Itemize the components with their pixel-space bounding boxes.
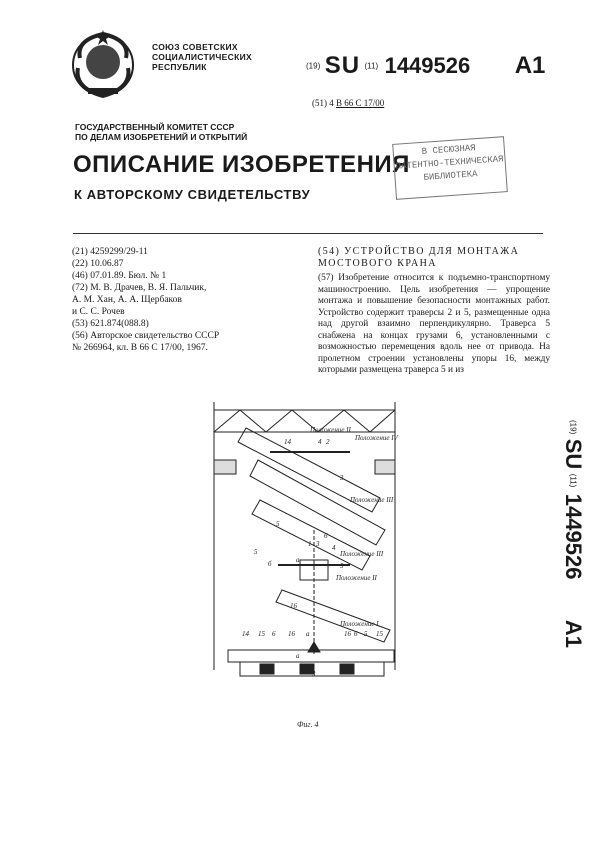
committee-block [75,122,247,142]
ref-number: а [296,556,300,564]
position-label: Положение I [340,620,379,628]
invention-title: (54) УСТРОЙСТВО ДЛЯ МОНТАЖА МОСТОВОГО КРАНА [318,246,520,269]
ref-number: 14 [284,438,291,446]
ussr-emblem-icon [66,28,140,102]
figure-caption: Фиг. 4 [297,720,319,729]
ref-number: 2 [326,438,330,446]
stop-block [260,664,274,674]
biblio-line: (46) 07.01.89. Бюл. № 1 [72,271,167,281]
technical-drawing [200,380,560,730]
side-country-code: SU [561,438,586,470]
number-code-label: (11) [364,61,379,71]
ref-number: 16 [344,630,351,638]
ref-number: 3 [312,670,316,678]
org-line: СОЮЗ СОВЕТСКИХ [152,42,238,52]
publication-number [306,52,545,80]
org-line: СОЦИАЛИСТИЧЕСКИХ [152,52,252,62]
side-number-code-label: (11) [568,473,578,488]
ref-number: 4 [332,544,336,552]
ref-number: 6 [324,532,328,540]
position-label: Положение II [310,426,351,434]
biblio-line: (72) М. В. Драчев, В. Я. Пальчик, [72,283,207,293]
library-stamp [392,136,508,200]
side-kind-code: A1 [561,619,586,649]
biblio-line: № 266964, кл. В 66 С 17/00, 1967. [72,343,208,353]
side-country-code-label: (19) [568,420,578,435]
stamp-line: В СЕСЮЗНАЯ [421,143,477,157]
ref-number: 16 [290,602,297,610]
ref-number: 1 [308,540,312,548]
ref-number: 16 [288,630,295,638]
ref-number: 5 [254,548,258,556]
document-title: ОПИСАНИЕ ИЗОБРЕТЕНИЯ [73,151,410,178]
side-patent-number: 1449526 [561,493,586,580]
right-runway-beam [375,460,395,474]
ref-number: 3 [316,540,320,548]
abstract-text: (57) Изобретение относится к подъемно-транспортному машиностроению. Цель изобретения — упрощение монтажа и повышение безопасности монтажных работ. Устройство содержит траверсы 2 и 5, размещенные одна над другой взаимно перпендикулярно. Траверса 5 снабжена на концах грузами 6, установленными с возможностью перемещения вдоль нее от привода. На пролетном строении установлены упоры 16, между которыми размещена траверса 5 и из [318,273,550,375]
biblio-line: (56) Авторское свидетельство СССР [72,331,220,341]
country-code-label: (19) [306,61,321,71]
issuing-country-block [152,42,252,72]
biblio-line: и С. С. Рочев [72,307,125,317]
truss-web [214,410,395,432]
ref-number: 4 [318,438,322,446]
stamp-line: БИБЛИОТЕКА [423,169,478,183]
left-runway-beam [214,460,236,474]
stop-block [340,664,354,674]
position-label: Положение III [340,550,384,558]
biblio-line: А. М. Хан, А. А. Щербаков [72,295,182,305]
ref-number: 6 [272,630,276,638]
patent-number: 1449526 [384,53,471,78]
biblio-line: (21) 4259299/29-11 [72,247,148,257]
ipc-classification [312,98,384,108]
country-code: SU [324,52,361,79]
position-label: Положение II [336,574,377,582]
biblio-line: (22) 10.06.87 [72,259,124,269]
ref-number: 5 [340,562,344,570]
committee-line: ГОСУДАРСТВЕННЫЙ КОМИТЕТ СССР [75,122,235,132]
org-line: РЕСПУБЛИК [152,62,207,72]
ref-number: а [306,630,310,638]
document-subtitle: К АВТОРСКОМУ СВИДЕТЕЛЬСТВУ [74,187,311,202]
kind-code: A1 [514,52,546,79]
ipc-class: B 66 C 17/00 [336,98,385,108]
position-label: Положение IV [355,434,398,442]
ref-number: 6 [354,630,358,638]
divider [73,233,543,234]
committee-line: ПО ДЕЛАМ ИЗОБРЕТЕНИЙ И ОТКРЫТИЙ [75,132,248,142]
ref-number: 15 [376,630,383,638]
ref-number: 15 [258,630,265,638]
bibliographic-data [72,246,317,354]
biblio-line: (53) 621.874(088.8) [72,319,149,329]
ref-number: б [268,560,272,568]
ref-number: 5 [276,520,280,528]
stamp-line: ПАТЕНТНО-ТЕХНИЧЕСКАЯ [395,154,504,172]
position-label: Положение III [350,496,394,504]
ref-number: 14 [242,630,249,638]
ref-number: 3 [340,474,344,482]
ipc-code-label: (51) 4 [312,98,334,108]
support-mark [308,642,320,652]
ref-number: 5 [364,630,368,638]
ref-number: а [296,652,300,660]
